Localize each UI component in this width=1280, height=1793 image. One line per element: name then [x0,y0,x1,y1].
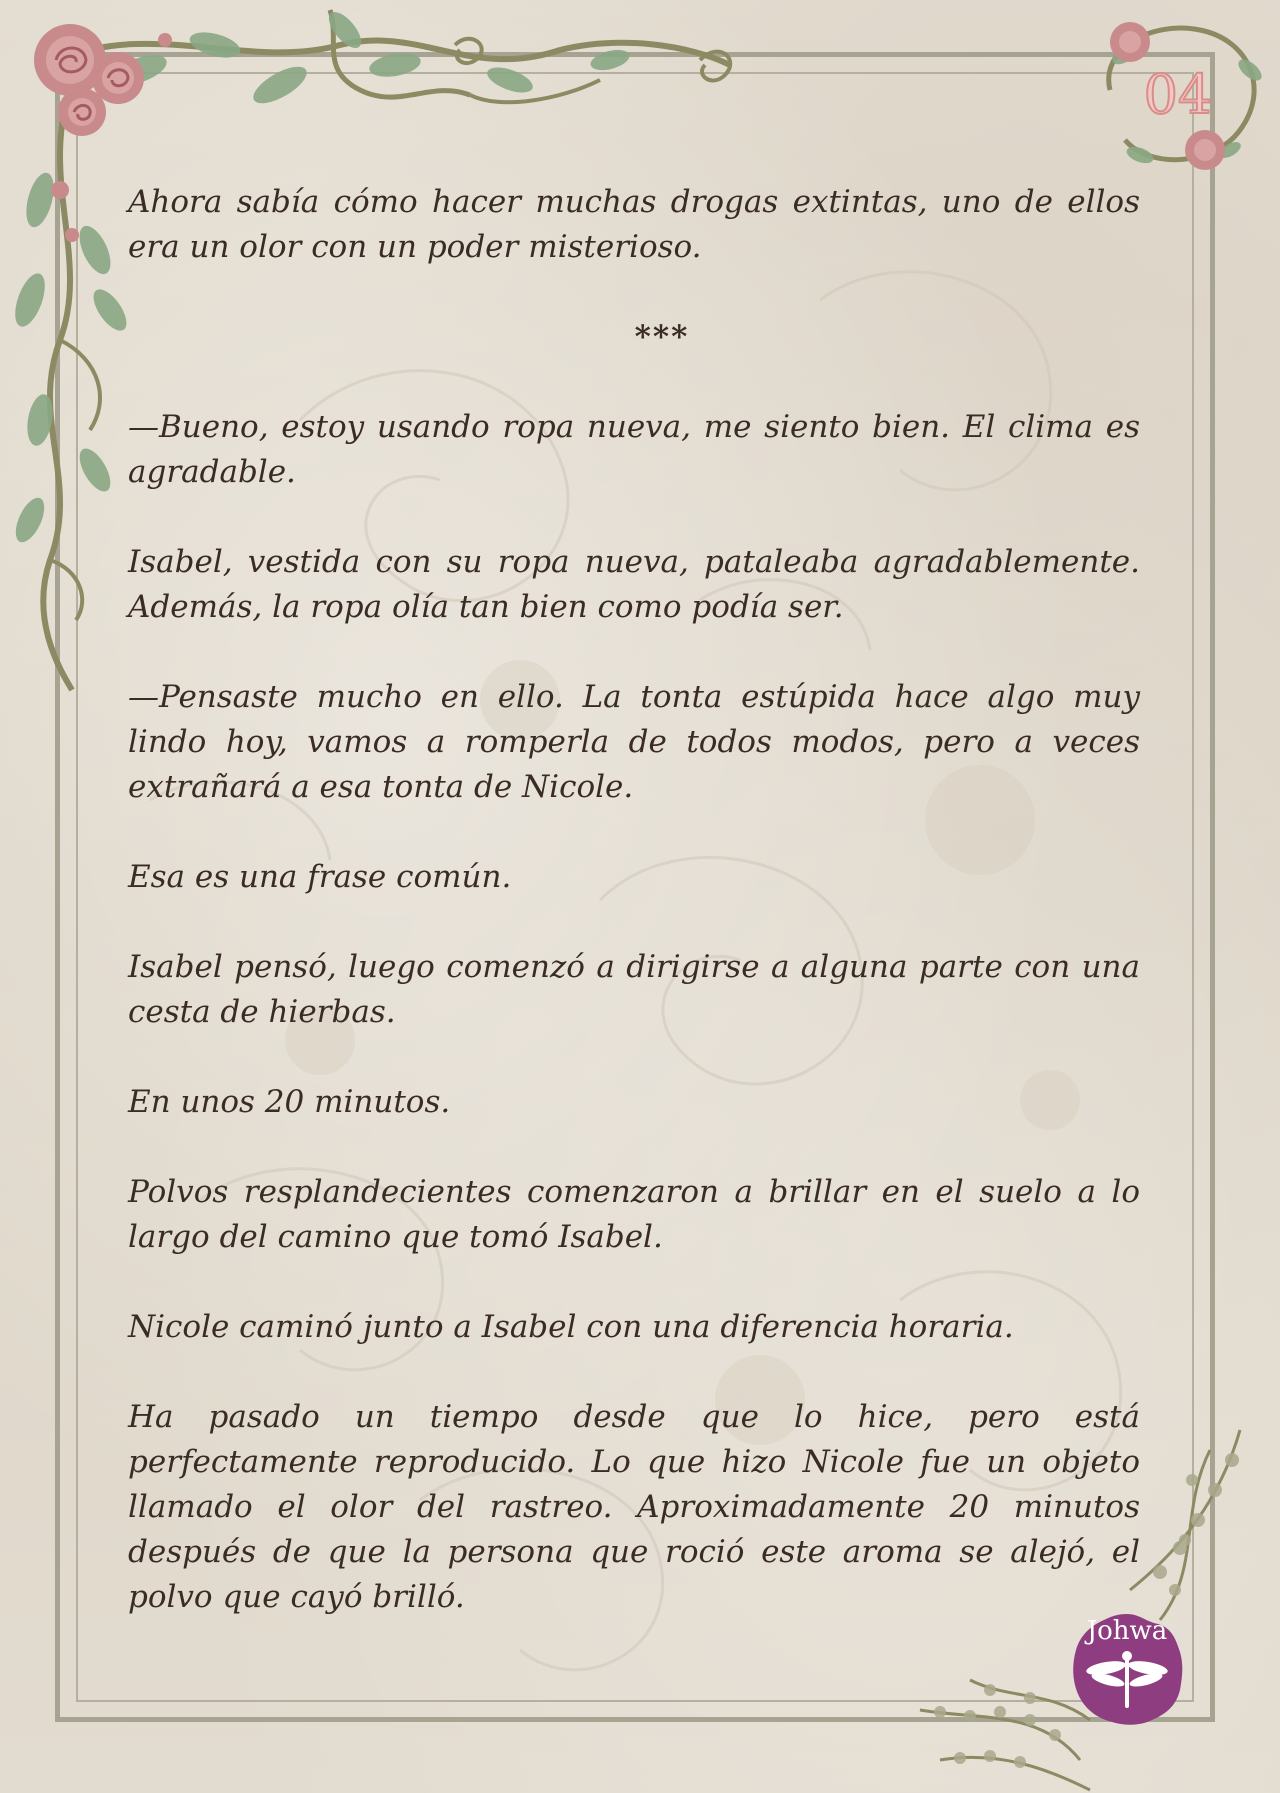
rose-icon [34,24,144,136]
story-text [128,180,1140,1620]
paragraph-6: Isabel pensó, luego comenzó a dirigirse a alguna parte con una cesta de hierbas. [128,949,1140,1030]
paragraph-4: —Pensaste mucho en ello. La tonta estúpida hace algo muy lindo hoy, vamos a romperla de todos modos, pero a veces extrañará a esa tonta de Nicole. [128,679,1140,805]
scene-separator: *** [634,319,690,355]
paragraph-2: —Bueno, estoy usando ropa nueva, me siento bien. El clima es agradable. [128,409,1140,490]
paragraph-5: Esa es una frase común. [128,859,512,895]
page-number: 04 [1143,63,1213,126]
paragraph-8: Polvos resplandecientes comenzaron a brillar en el suelo a lo largo del camino que tomó Isabel. [128,1174,1140,1255]
paragraph-10: Ha pasado un tiempo desde que lo hice, pero está perfectamente reproducido. Lo que hizo Nicole fue un objeto llamado el olor del rastreo. Aproximadamente 20 minutos después de que la persona que roció este aroma se alejó, el polvo que cayó brilló. [128,1399,1140,1615]
paragraph-1: Ahora sabía cómo hacer muchas drogas extintas, uno de ellos era un olor con un poder misterioso. [128,184,1140,265]
paragraph-7: En unos 20 minutos. [128,1084,451,1120]
publisher-badge-label: Johwa [1086,1616,1168,1646]
paragraph-9: Nicole caminó junto a Isabel con una diferencia horaria. [128,1309,1014,1345]
paragraph-3: Isabel, vestida con su ropa nueva, pataleaba agradablemente. Además, la ropa olía tan bien como podía ser. [128,544,1140,625]
